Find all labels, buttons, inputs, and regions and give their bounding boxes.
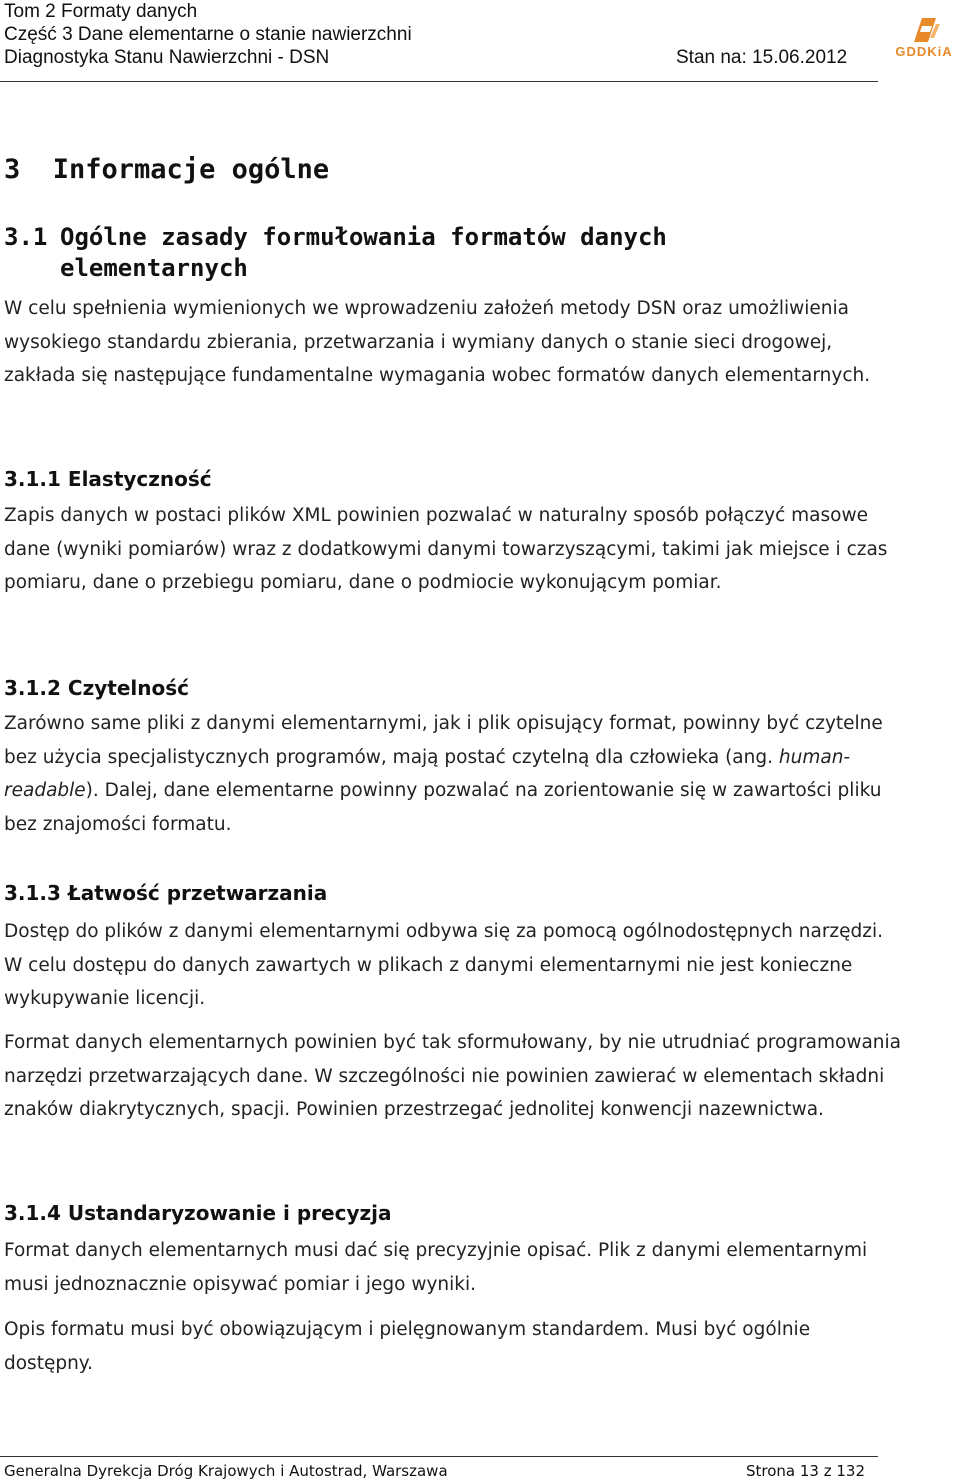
section-heading: 3 Informacje ogólne	[4, 154, 330, 185]
header-volume: Tom 2 Formaty danych	[4, 1, 198, 22]
subsection-heading	[4, 222, 667, 284]
intro-paragraph: W celu spełnienia wymienionych we wprowadzeniu założeń metody DSN oraz umożliwienia wysokiego standardu zbierania, przetwarzania i wymiany danych o stanie sieci drogowej, zakłada się następujące fundamentalne wymagania wobec formatów danych elementarnych.	[4, 298, 871, 386]
footer-divider	[0, 1456, 878, 1457]
czytelnosc-text-start: Zarówno same pliki z danymi elementarnymi, jak i plik opisujący format, powinny być czytelne bez użycia specjalistycznych programów, mają postać czytelną dla człowieka (ang.	[4, 713, 883, 768]
item-title-latwosc: 3.1.3 Łatwość przetwarzania	[4, 881, 328, 905]
page-header	[0, 0, 960, 84]
item-paragraph-standaryzacja-2: Opis formatu musi być obowiązującym i pielęgnowanym standardem. Musi być ogólnie dostępny.	[4, 1319, 811, 1374]
czytelnosc-italic-term: human-readable	[4, 746, 851, 801]
subsection-title-line1: Ogólne zasady formułowania formatów danych	[60, 223, 667, 251]
item-paragraph-elastycznosc: Zapis danych w postaci plików XML powinien pozwalać w naturalny sposób połączyć masowe dane (wyniki pomiarów) wraz z dodatkowymi danymi towarzyszącymi, takimi jak miejsce i czas pomiaru, dane o przebiegu pomiaru, dane o podmiocie wykonującym pomiar.	[4, 505, 888, 593]
item-title-standaryzacja: 3.1.4 Ustandaryzowanie i precyzja	[4, 1201, 392, 1225]
header-document-title: Diagnostyka Stanu Nawierzchni - DSN	[4, 47, 330, 68]
item-paragraph-czytelnosc	[4, 707, 904, 841]
czytelnosc-text-end: ). Dalej, dane elementarne powinny pozwalać na zorientowanie się w zawartości pliku bez znajomości formatu.	[4, 780, 882, 835]
gddkia-logo	[892, 14, 956, 62]
item-title-elastycznosc: 3.1.1 Elastyczność	[4, 467, 212, 491]
road-logo-icon	[892, 14, 956, 44]
item-title-czytelnosc: 3.1.2 Czytelność	[4, 676, 189, 700]
subsection-title-line2: elementarnych	[60, 254, 248, 282]
header-divider	[0, 81, 878, 82]
header-date: Stan na: 15.06.2012	[676, 47, 848, 68]
logo-text: GDDKiA	[895, 44, 953, 59]
item-paragraph-latwosc-1: Dostęp do plików z danymi elementarnymi odbywa się za pomocą ogólnodostępnych narzędzi. W celu dostępu do danych zawartych w plikach z danymi elementarnymi nie jest konieczne wykupywanie licencji.	[4, 921, 884, 1009]
subsection-number: 3.1	[4, 223, 48, 251]
header-part: Część 3 Dane elementarne o stanie nawierzchni	[4, 24, 412, 45]
footer-page-number: Strona 13 z 132	[746, 1462, 866, 1480]
footer-organization: Generalna Dyrekcja Dróg Krajowych i Autostrad, Warszawa	[4, 1462, 448, 1480]
item-paragraph-standaryzacja-1: Format danych elementarnych musi dać się precyzyjnie opisać. Plik z danymi elementarnymi musi jednoznacznie opisywać pomiar i jego wyniki.	[4, 1240, 868, 1295]
item-paragraph-latwosc-2: Format danych elementarnych powinien być tak sformułowany, by nie utrudniać programowania narzędzi przetwarzających dane. W szczególności nie powinien zawierać w elementach składni znaków diakrytycznych, spacji. Powinien przestrzegać jednolitej konwencji nazewnictwa.	[4, 1032, 902, 1120]
